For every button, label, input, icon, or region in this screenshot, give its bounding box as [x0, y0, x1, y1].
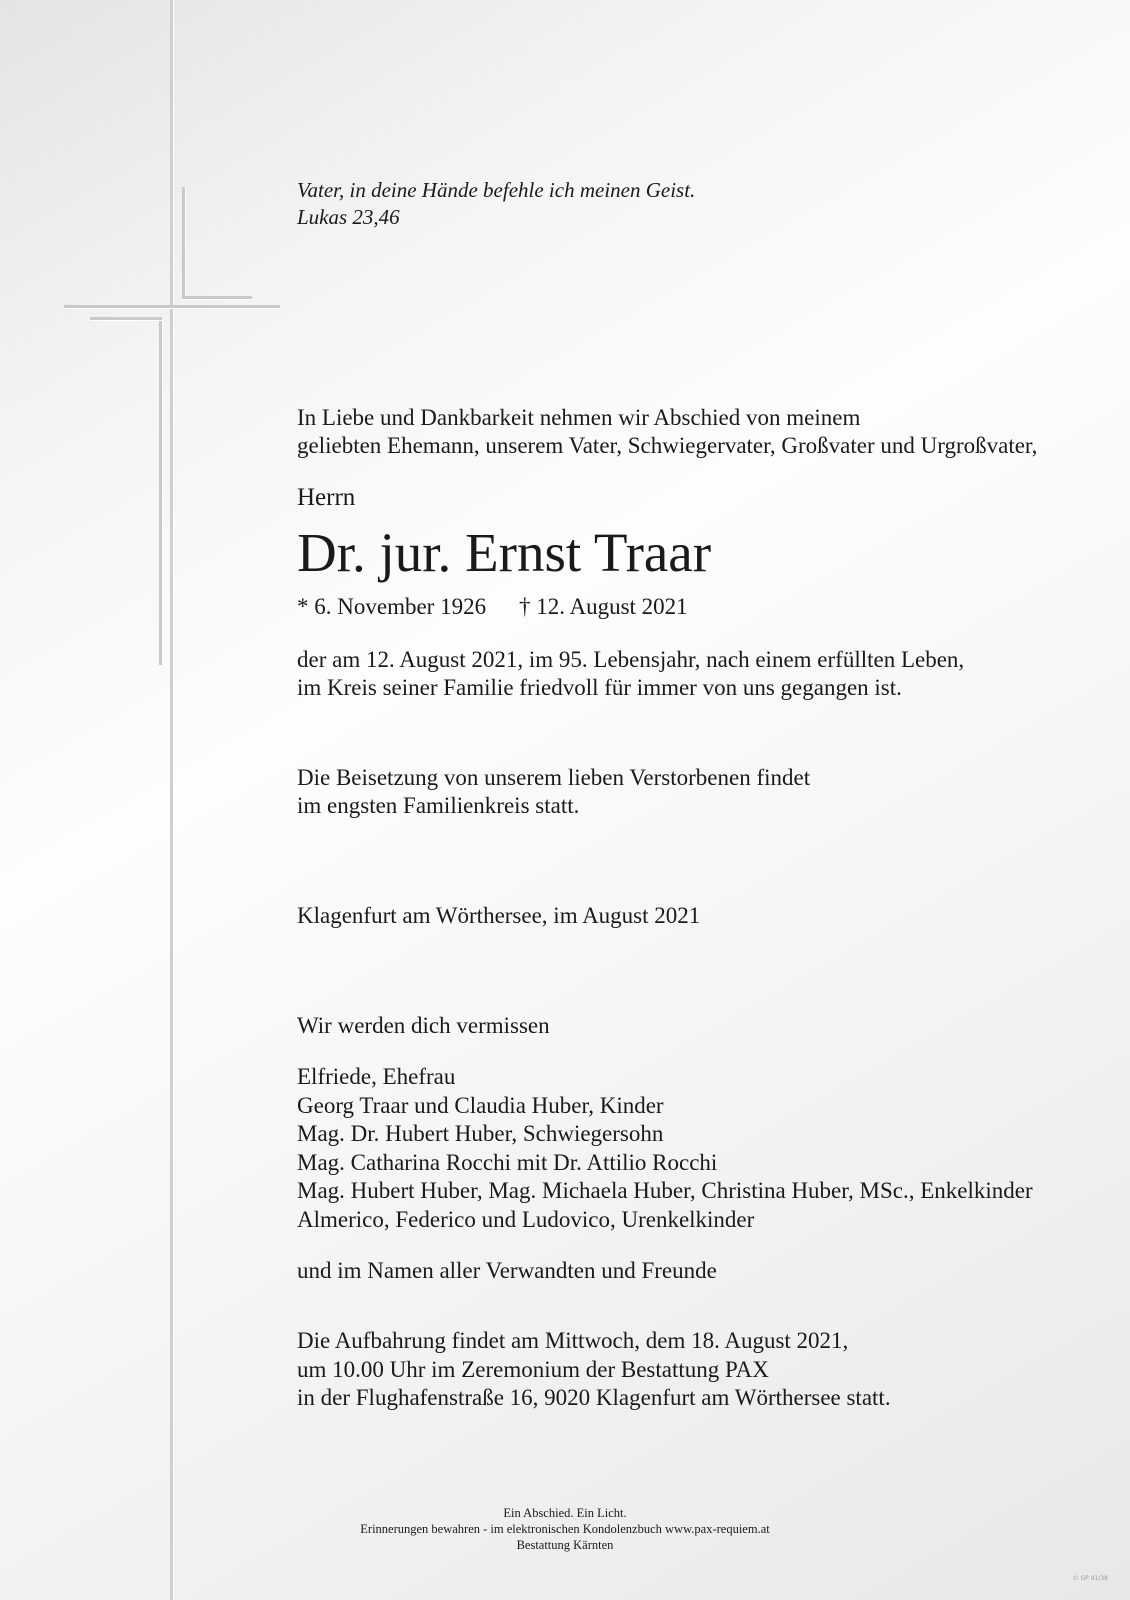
birth-date: * 6. November 1926	[297, 594, 487, 619]
passing-line: im Kreis seiner Familie friedvoll für immer von uns gegangen ist.	[297, 675, 902, 700]
viewing-line: in der Flughafenstraße 16, 9020 Klagenfurt am Wörthersee statt.	[297, 1385, 891, 1410]
relatives-line: und im Namen aller Verwandten und Freunde	[297, 1258, 717, 1283]
mourner-line: Mag. Catharina Rocchi mit Dr. Attilio Rocchi	[297, 1150, 718, 1175]
intro-line: In Liebe und Dankbarkeit nehmen wir Abschied von meinem	[297, 405, 861, 430]
viewing-line: um 10.00 Uhr im Zeremonium der Bestattung PAX	[297, 1357, 769, 1382]
mourner-line: Elfriede, Ehefrau	[297, 1064, 456, 1089]
footer-condolence-note: Erinnerungen bewahren - im elektronischen Kondolenzbuch www.pax-requiem.at	[360, 1522, 770, 1536]
cross-vertical-line	[159, 318, 162, 665]
cross-horizontal-line	[90, 317, 162, 320]
mourner-line: Almerico, Federico und Ludovico, Urenkelkinder	[297, 1207, 755, 1232]
mourner-line: Georg Traar und Claudia Huber, Kinder	[297, 1093, 664, 1118]
mourner-line: Mag. Dr. Hubert Huber, Schwiegersohn	[297, 1121, 664, 1146]
footer-slogan: Ein Abschied. Ein Licht.	[503, 1506, 627, 1520]
place-date: Klagenfurt am Wörthersee, im August 2021	[297, 903, 701, 928]
footer	[0, 1505, 1130, 1553]
viewing-line: Die Aufbahrung findet am Mittwoch, dem 18. August 2021,	[297, 1328, 849, 1353]
burial-line: im engsten Familienkreis statt.	[297, 793, 580, 818]
death-date: † 12. August 2021	[519, 594, 688, 619]
intro-line: geliebten Ehemann, unserem Vater, Schwiegervater, Großvater und Urgroßvater,	[297, 433, 1038, 458]
cross-vertical-line	[182, 187, 185, 300]
footer-company: Bestattung Kärnten	[516, 1538, 614, 1552]
bible-verse: Vater, in deine Hände befehle ich meinen Geist.	[297, 178, 696, 202]
cross-vertical-line	[170, 0, 173, 1600]
bible-reference: Lukas 23,46	[297, 205, 400, 229]
cross-horizontal-line	[182, 296, 252, 299]
cross-icon	[0, 0, 300, 1600]
cross-horizontal-line	[64, 305, 280, 308]
miss-line: Wir werden dich vermissen	[297, 1013, 550, 1038]
burial-line: Die Beisetzung von unserem lieben Verstorbenen findet	[297, 765, 811, 790]
deceased-name: Dr. jur. Ernst Traar	[297, 522, 712, 583]
salutation: Herrn	[297, 484, 356, 511]
print-stamp: © GP 91/38	[1072, 1575, 1108, 1582]
mourner-line: Mag. Hubert Huber, Mag. Michaela Huber, Christina Huber, MSc., Enkelkinder	[297, 1178, 1033, 1203]
passing-line: der am 12. August 2021, im 95. Lebensjahr, nach einem erfüllten Leben,	[297, 647, 965, 672]
